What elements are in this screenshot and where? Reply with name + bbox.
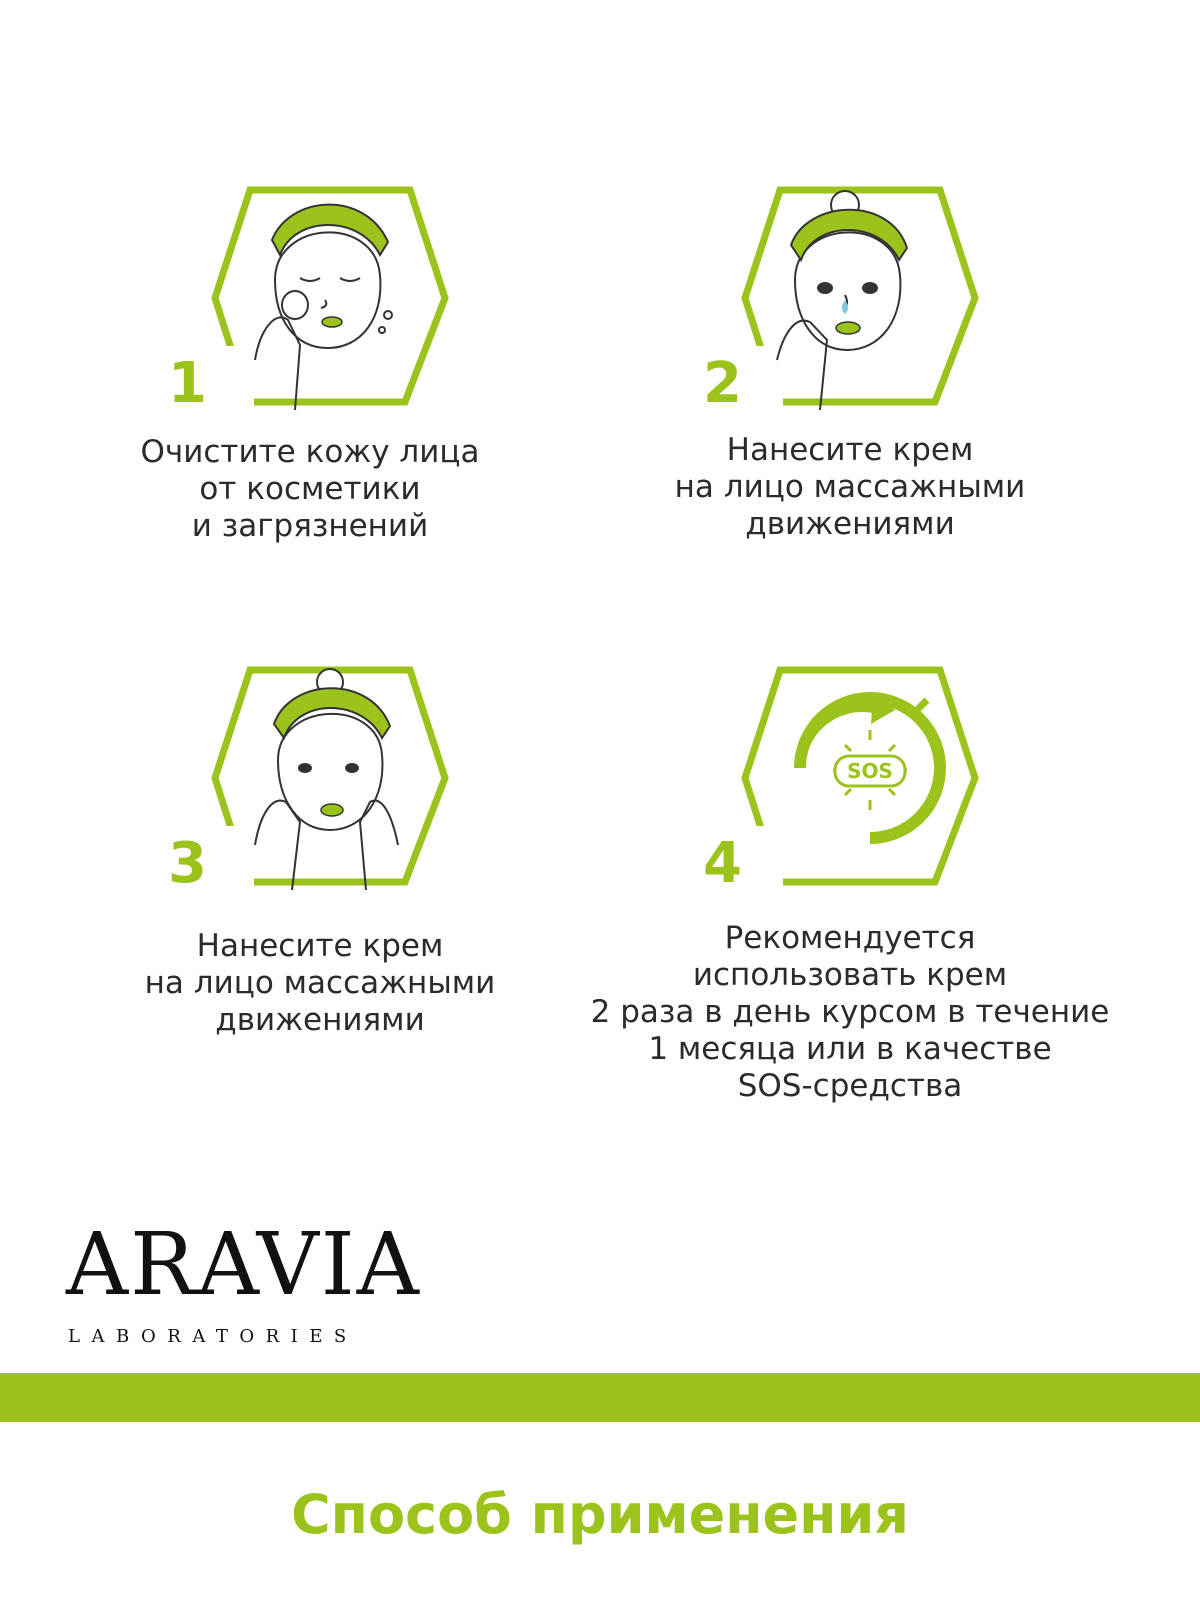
step-line: Нанесите крем: [726, 432, 974, 468]
step-line: 2 раза в день курсом в течение: [590, 994, 1110, 1030]
step-description: [110, 928, 530, 1039]
step-line: на лицо массажными: [674, 469, 1026, 505]
step-3: [160, 650, 460, 900]
step-line: 1 месяца или в качестве: [648, 1031, 1052, 1067]
step-number: 4: [703, 831, 742, 896]
sos-label: SOS: [847, 759, 893, 783]
step-number: 1: [168, 351, 207, 416]
step-description: [110, 434, 510, 545]
step-line: движениями: [745, 506, 955, 542]
step-line: Рекомендуется: [724, 920, 976, 956]
step-1: [160, 170, 460, 420]
step-line: Нанесите крем: [196, 928, 444, 964]
step-description: [640, 432, 1060, 543]
brand-logo: ARAVIA: [66, 1215, 421, 1315]
step-description: [560, 920, 1140, 1105]
page-title: Способ применения: [291, 1483, 909, 1546]
step-line: использовать крем: [692, 957, 1008, 993]
step-2: [695, 170, 995, 420]
step-line: SOS-средства: [737, 1068, 963, 1104]
step-line: движениями: [215, 1002, 425, 1038]
divider-bar: [0, 1373, 1200, 1422]
step-number: 2: [703, 351, 742, 416]
step-number: 3: [168, 831, 207, 896]
step-line: от косметики: [199, 471, 421, 507]
brand-subtitle: LABORATORIES: [68, 1326, 358, 1347]
step-line: на лицо массажными: [144, 965, 496, 1001]
step-4: [695, 650, 995, 900]
step-line: Очистите кожу лица: [140, 434, 480, 470]
step-line: и загрязнений: [191, 508, 429, 544]
